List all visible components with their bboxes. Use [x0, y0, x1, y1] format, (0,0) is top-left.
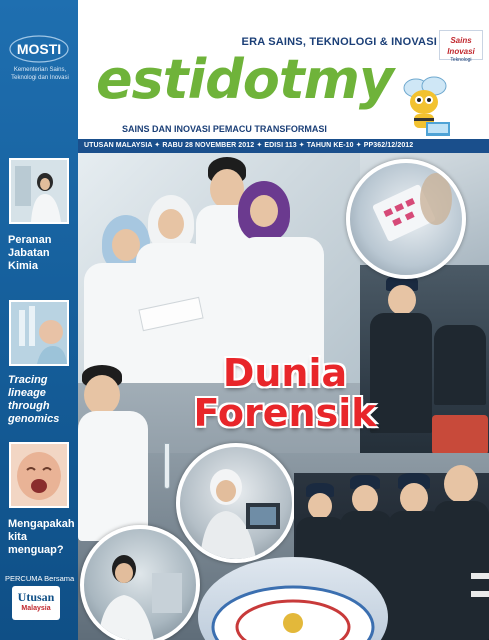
analyst-circle-photo	[176, 443, 296, 563]
microscope-illustration	[84, 529, 196, 640]
decorative-stripe	[471, 591, 489, 597]
lab-circle-photo	[80, 525, 200, 640]
mosti-logo-text: MOSTI	[16, 41, 62, 57]
header-top-label: ERA SAINS, TEKNOLOGI & INOVASI	[241, 36, 437, 48]
utusan-logo-sub: Malaysia	[21, 605, 51, 612]
sponsor-label: PERCUMA Bersama	[5, 574, 75, 583]
evidence-chair	[432, 415, 488, 455]
scientist-face	[84, 375, 120, 415]
test-tube	[164, 443, 170, 489]
feature-title-line1: Dunia	[222, 351, 348, 395]
mosti-logo	[8, 34, 70, 64]
officer-uniform	[434, 325, 486, 405]
masthead-header	[78, 0, 489, 158]
sains-inovasi-logo-text: Sains Inovasi	[447, 36, 475, 56]
officer-face	[444, 465, 478, 503]
officer-face	[308, 493, 332, 519]
cover-photo-collage	[78, 153, 489, 640]
sidebar-item-chemistry-title[interactable]: Peranan Jabatan Kimia	[8, 234, 52, 272]
ministry-name: Kementerian Sains, Teknologi dan Inovasi	[11, 67, 69, 81]
feature-title	[190, 353, 380, 433]
masthead-title: estidotmy	[96, 48, 394, 111]
thumbnail-genomics[interactable]	[9, 300, 69, 366]
analyst-illustration	[180, 447, 292, 559]
evidence-circle-photo	[346, 159, 466, 279]
officer-face	[388, 285, 416, 315]
sains-inovasi-logo	[439, 30, 483, 63]
scientist-illustration	[11, 160, 67, 222]
scientist-face	[250, 195, 278, 227]
sains-inovasi-logo-sub: Teknologi	[450, 57, 472, 63]
scientist-face	[158, 209, 184, 239]
thumbnail-chemistry[interactable]	[9, 158, 69, 224]
bee-mascot-icon	[396, 72, 452, 138]
issue-info-bar: UTUSAN MALAYSIA ✦ RABU 28 NOVEMBER 2012 ✦ EDISI 113 ✦ TAHUN KE-10 ✦ PP362/12/2012	[78, 139, 489, 153]
officer-uniform	[434, 501, 489, 640]
lab-coat	[78, 411, 148, 541]
utusan-logo[interactable]	[12, 586, 60, 620]
sidebar	[0, 0, 78, 640]
officer-face	[352, 485, 378, 513]
feature-title-line2: Forensik	[193, 391, 377, 435]
sidebar-item-yawn-title[interactable]: Mengapakah kita menguap?	[8, 518, 75, 556]
decorative-stripe	[471, 573, 489, 579]
lab-scene-photo	[78, 153, 378, 383]
lab-equipment-illustration	[11, 302, 67, 364]
sidebar-item-genomics-title[interactable]: Tracing lineage through genomics	[8, 374, 60, 425]
baby-yawning-illustration	[11, 444, 67, 506]
officer-face	[400, 483, 428, 513]
thumbnail-yawn[interactable]	[9, 442, 69, 508]
utusan-logo-name: Utusan	[17, 590, 55, 604]
tagline: SAINS DAN INOVASI PEMACU TRANSFORMASI	[122, 124, 327, 134]
evidence-sample-illustration	[350, 163, 462, 275]
